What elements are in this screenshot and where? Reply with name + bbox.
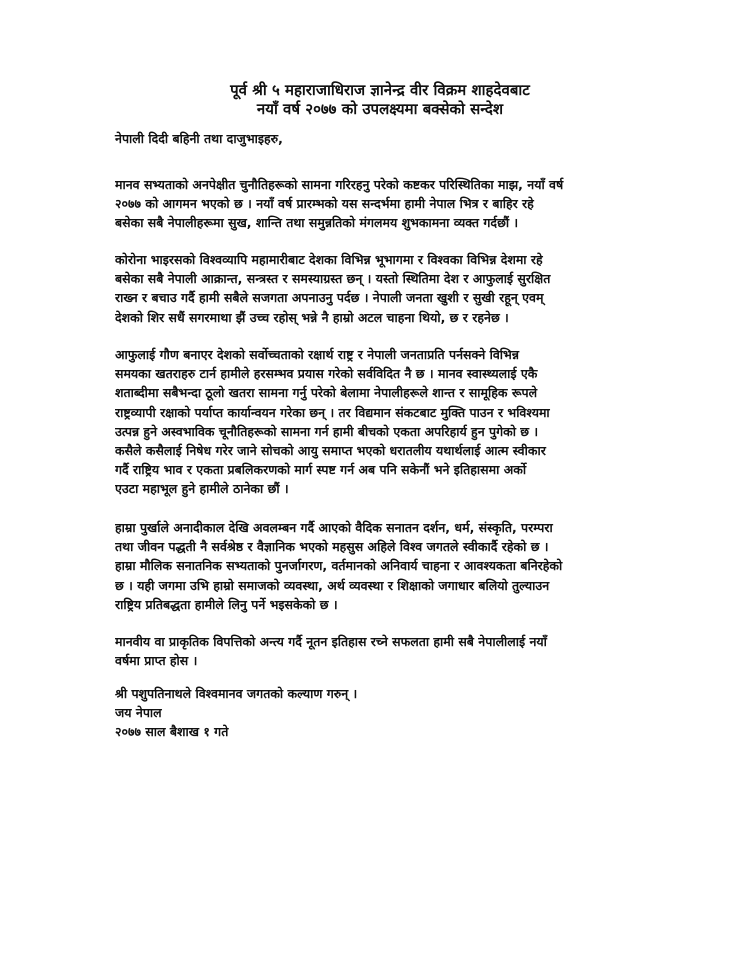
salutation: नेपाली दिदी बहिनी तथा दाजुभाइहरु, [115, 131, 283, 146]
closing-block [115, 684, 635, 742]
paragraph-line: एउटा महाभूल हुने हामीले ठानेका छौं । [115, 481, 289, 497]
paragraph-line: तथा जीवन पद्धती नै सर्वश्रेष्ठ र वैज्ञानिक भएको महसुस अहिले विश्व जगतले स्वीकार्दै रहेको छ । [115, 539, 549, 555]
paragraph-line: गर्दै राष्ट्रिय भाव र एकता प्रबलिकरणको मार्ग स्पष्ट गर्न अब पनि सकेनौं भने इतिहासमा अर्को [115, 462, 527, 478]
paragraph-line: आफुलाई गौण बनाएर देशको सर्वोच्चताको रक्षार्थ राष्ट्र र नेपाली जनताप्रति पर्नसक्ने विभिन्न [115, 347, 519, 362]
paragraph-1 [115, 175, 635, 233]
paragraph-line: कोरोना भाइरसको विश्वव्यापि महामारीबाट देशका विभिन्न भूभागमा र विश्वका विभिन्न देशमा रहे [115, 252, 543, 267]
paragraph-line: उत्पन्न हुने अस्वभाविक चूनौतिहरूको सामना गर्न हामी बीचको एकता अपरिहार्य हुन पुगेको छ । [115, 423, 539, 439]
paragraph-line: समयका खतराहरु टार्न हामीले हरसम्भव प्रयास गरेको सर्वविदित नै छ । मानव स्वास्थ्यलाई एकै [115, 366, 538, 382]
title-line-2: नयाँ वर्ष २०७७ को उपलक्ष्यमा बक्सेको सन्देश [256, 100, 504, 118]
paragraph-line: कसैले कसैलाई निषेध गरेर जाने सोचको आयु समाप्त भएको धरातलीय यथार्थलाई आत्म स्वीकार [115, 443, 546, 459]
paragraph-3 [115, 345, 635, 499]
closing-date: २०७७ साल बैशाख १ गते [115, 724, 229, 740]
paragraph-line: छ । यही जगमा उभि हाम्रो समाजको व्यवस्था, अर्थ व्यवस्था र शिक्षाको जगाधार बलियो तुल्याउन [115, 577, 550, 593]
paragraph-line: मानवीय वा प्राकृतिक विपत्तिको अन्त्य गर्दै नूतन इतिहास रच्ने सफलता हामी सबै नेपालीलाई नयाँ [115, 634, 547, 649]
paragraph-line: हाम्रा मौलिक सनातनिक सभ्यताको पुनर्जागरण, वर्तमानको अनिवार्य चाहना र आवश्यकता बनिरहेको [115, 558, 563, 574]
paragraph-line: हाम्रा पुर्खाले अनादीकाल देखि अवलम्बन गर्दै आएको वैदिक सनातन दर्शन, धर्म, संस्कृति, परम्परा [115, 520, 553, 535]
paragraph-line: बसेका सबै नेपालीहरूमा सुख, शान्ति तथा समुन्नतिको मंगलमय शुभकामना व्यक्त गर्दछौं । [115, 215, 519, 231]
paragraph-line: वर्षमा प्राप्त होस । [115, 653, 198, 669]
paragraph-4 [115, 518, 635, 614]
paragraph-5 [115, 632, 635, 670]
closing-jay-nepal: जय नेपाल [115, 705, 162, 721]
paragraph-line: बसेका सबै नेपाली आक्रान्त, सन्त्रस्त र समस्याग्रस्त छन् । यस्तो स्थितिमा देश र आफुलाई सुरक्षित [115, 271, 551, 287]
paragraph-line: राष्ट्रिय प्रतिबद्धता हामीले लिनु पर्ने भइसकेको छ । [115, 596, 338, 612]
paragraph-line: राष्ट्रव्यापी रक्षाको पर्याप्त कार्यान्वयन गरेका छन् । तर विद्यमान संकटबाट मुक्ति पाउन र भविश्यमा [115, 404, 550, 420]
paragraph-2 [115, 250, 635, 327]
closing-blessing: श्री पशुपतिनाथले विश्वमानव जगतको कल्याण गरुन् । [115, 686, 358, 701]
title-line-1: पूर्व श्री ५ महाराजाधिराज ज्ञानेन्द्र वीर विक्रम शाहदेवबाट [230, 81, 530, 99]
paragraph-line: देशको शिर सधैं सगरमाथा झैं उच्च रहोस् भन्ने नै हाम्रो अटल चाहना थियो, छ र रहनेछ । [115, 309, 509, 325]
paragraph-line: २०७७ को आगमन भएको छ । नयाँ वर्ष प्रारम्भको यस सन्दर्भमा हामी नेपाल भित्र र बाहिर रहे [115, 196, 534, 212]
paragraph-line: शताब्दीमा सबैभन्दा ठूलो खतरा सामना गर्नु परेको बेलामा नेपालीहरूले शान्त र सामूहिक रूपले [115, 385, 538, 401]
paragraph-line: मानव सभ्यताको अनपेक्षीत चुनौतिहरूको सामना गरिरहनु परेको कष्टकर परिस्थितिका माझ, नयाँ वर्ष [115, 177, 564, 192]
paragraph-line: राख्न र बचाउ गर्दै हामी सबैले सजगता अपनाउनु पर्दछ । नेपाली जनता खुशी र सुखी रहून् एवम् [115, 290, 544, 306]
